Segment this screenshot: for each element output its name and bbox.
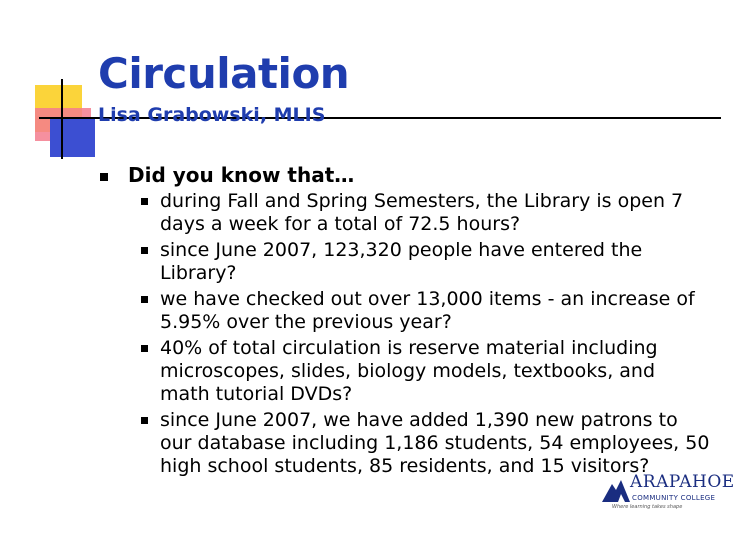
- slide-title: Circulation: [98, 49, 350, 98]
- intro-bullet: [98, 163, 710, 478]
- logo-name: ARAPAHOE: [630, 472, 735, 492]
- square-bullet-icon: [141, 296, 148, 303]
- fact-item: [128, 190, 710, 236]
- square-bullet-icon: [141, 345, 148, 352]
- fact-item: [128, 337, 710, 406]
- fact-text: since June 2007, 123,320 people have entered the Library?: [160, 239, 643, 284]
- square-bullet-icon: [141, 247, 148, 254]
- facts-list: [128, 190, 710, 478]
- fact-item: [128, 409, 710, 478]
- decor-vertical-line: [61, 79, 63, 159]
- intro-text: Did you know that…: [128, 163, 355, 187]
- college-logo: [602, 472, 735, 534]
- slide-body: [98, 163, 710, 481]
- square-bullet-icon: [100, 173, 108, 181]
- fact-text: since June 2007, we have added 1,390 new patrons to our database including 1,186 students, 54 employees, 50 high school students, 85 residents, and 15 visitors?: [160, 409, 710, 477]
- slide-subtitle: Lisa Grabowski, MLIS: [98, 104, 326, 126]
- decor-blue-square: [50, 119, 95, 157]
- fact-item: [128, 239, 710, 285]
- square-bullet-icon: [141, 417, 148, 424]
- fact-text: we have checked out over 13,000 items - an increase of 5.95% over the previous year?: [160, 288, 695, 333]
- logo-tagline: Where learning takes shape: [612, 504, 683, 510]
- fact-text: during Fall and Spring Semesters, the Library is open 7 days a week for a total of 72.5 hours?: [160, 190, 684, 235]
- logo-subname: COMMUNITY COLLEGE: [632, 494, 716, 502]
- square-bullet-icon: [141, 198, 148, 205]
- fact-item: [128, 288, 710, 334]
- mountain-logo-icon: [602, 476, 630, 502]
- fact-text: 40% of total circulation is reserve material including microscopes, slides, biology models, textbooks, and math tutorial DVDs?: [160, 337, 658, 405]
